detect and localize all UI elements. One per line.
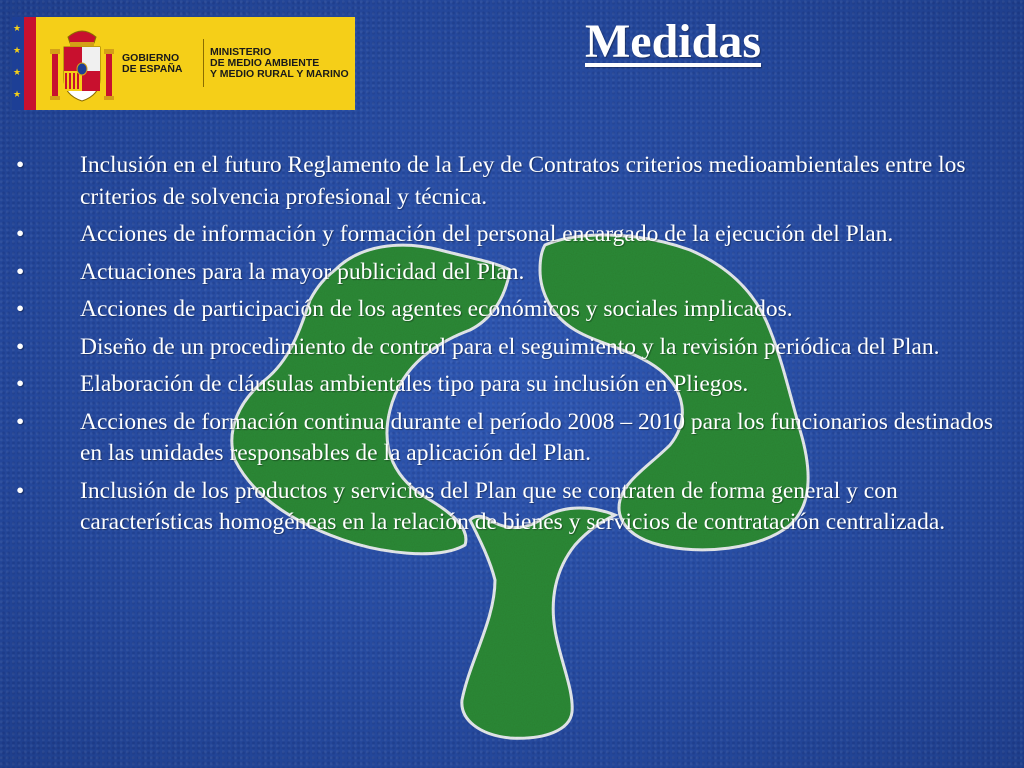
svg-text:★: ★ [13, 46, 22, 56]
bullet-icon: • [16, 296, 25, 322]
svg-text:★: ★ [13, 68, 22, 78]
list-item: • Diseño de un procedimiento de control para el seguimiento y la revisión periódica del Plan. [0, 332, 1010, 364]
spanish-coat-of-arms-icon [42, 23, 122, 105]
gobierno-label: GOBIERNO DE ESPAÑA [122, 52, 183, 75]
bullet-icon: • [16, 258, 25, 285]
bullet-icon: • [16, 371, 25, 397]
list-item: • Acciones de información y formación del personal encargado de la ejecución del Plan. [0, 219, 1010, 251]
eu-flag-stripe [12, 17, 36, 110]
eu-stars-icon [12, 17, 24, 110]
list-item: • Acciones de participación de los agentes económicos y sociales implicados. [0, 294, 1010, 326]
svg-text:★: ★ [13, 24, 22, 34]
bullet-icon: • [16, 221, 25, 247]
list-item: • Inclusión de los productos y servicios del Plan que se contraten de forma general y con características homogéneas en la relación de bienes y servicios de contratación centralizada. [16, 477, 946, 535]
bullet-icon: • [16, 477, 25, 504]
ministerio-label: MINISTERIO DE MEDIO AMBIENTE Y MEDIO RURAL Y MARINO [210, 46, 349, 80]
bullet-icon: • [16, 408, 25, 435]
list-item: • Elaboración de cláusulas ambientales tipo para su inclusión en Pliegos. [0, 369, 1010, 401]
svg-text:★: ★ [13, 90, 22, 100]
government-logo [12, 17, 355, 110]
logo-divider [203, 39, 204, 87]
measures-list [0, 150, 1010, 545]
list-item: • Acciones de formación continua durante el período 2008 – 2010 para los funcionarios destinados en las unidades responsables de la aplicación del Plan. [16, 408, 993, 466]
list-item: • Inclusión en el futuro Reglamento de la Ley de Contratos criterios medioambientales entre los criterios de solvencia profesional y técnica. [16, 152, 966, 210]
list-item: • Actuaciones para la mayor publicidad del Plan. [0, 257, 1010, 289]
bullet-icon: • [16, 152, 25, 178]
bullet-icon: • [16, 333, 25, 360]
slide-title: Medidas [585, 15, 762, 68]
